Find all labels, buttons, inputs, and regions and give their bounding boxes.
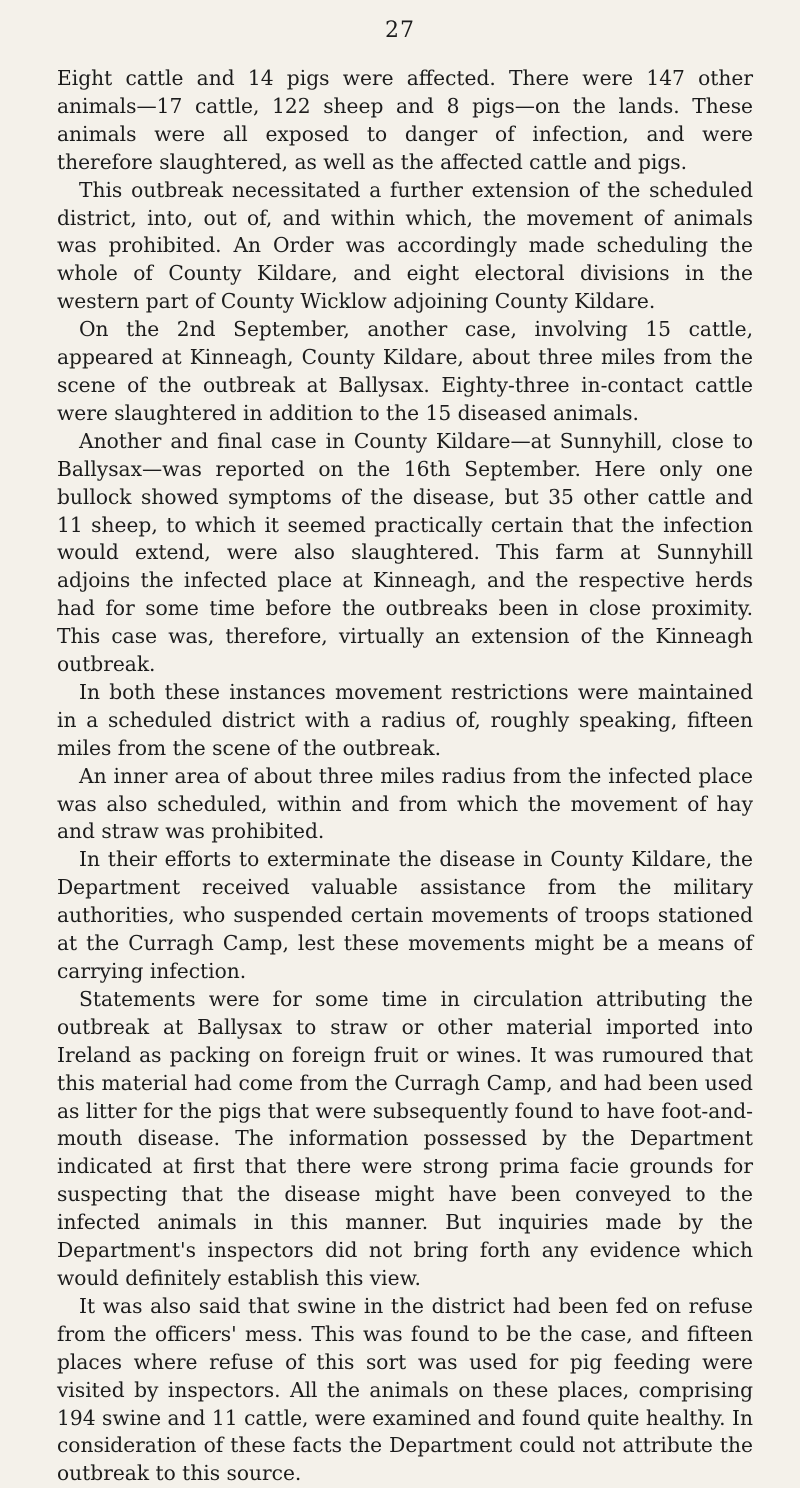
paragraph-3: On the 2nd September, another case, involving 15 cattle, appeared at Kinneagh, County Kildare, about three miles from the scene of the outbreak at Ballysax. Eighty-three in-contact cattle were slaughtered in addition to the 15 diseased animals. bbox=[57, 317, 753, 425]
paragraph-2: This outbreak necessitated a further extension of the scheduled district, into, out of, and within which, the movement of animals was prohibited. An Order was accordingly made scheduling the whole of County Kildare, and eight electoral divisions in the western part of County Wicklow adjoining County Kildare. bbox=[57, 177, 753, 314]
paragraph-5: In both these instances movement restrictions were maintained in a scheduled district with a radius of, roughly speaking, fifteen miles from the scene of the outbreak. bbox=[57, 679, 753, 760]
page-number: 27 bbox=[385, 18, 415, 43]
body-text bbox=[57, 65, 753, 1488]
paragraph-7: In their efforts to exterminate the disease in County Kildare, the Department received valuable assistance from the military authorities, who suspended certain movements of troops stationed at the Curragh Camp, lest these movements might be a means of carrying infection. bbox=[57, 847, 753, 983]
paragraph-8: Statements were for some time in circulation attributing the outbreak at Ballysax to straw or other material imported into Ireland as packing on foreign fruit or wines. It was rumoured that this material had come from the Curragh Camp, and had been used as litter for the pigs that were subsequently found to have foot-and-mouth disease. The information possessed by the Department indicated at first that there were strong prima facie grounds for suspecting that the disease might have been conveyed to the infected animals in this manner. But inquiries made by the Department's inspectors did not bring forth any evidence which would definitely establish this view. bbox=[57, 986, 753, 1290]
paragraph-4: Another and final case in County Kildare—at Sunnyhill, close to Ballysax—was reported on the 16th September. Here only one bullock showed symptoms of the disease, but 35 other cattle and 11 sheep, to which it seemed practically certain that the infection would extend, were also slaughtered. This farm at Sunnyhill adjoins the infected place at Kinneagh, and the respective herds had for some time before the outbreaks been in close proximity. This case was, therefore, virtually an extension of the Kinneagh outbreak. bbox=[57, 428, 753, 677]
paragraph-6: An inner area of about three miles radius from the infected place was also scheduled, within and from which the movement of hay and straw was prohibited. bbox=[57, 763, 753, 844]
paragraph-9: It was also said that swine in the district had been fed on refuse from the officers' mess. This was found to be the case, and fifteen places where refuse of this sort was used for pig feeding were visited by inspectors. All the animals on these places, comprising 194 swine and 11 cattle, were examined and found quite healthy. In consideration of these facts the Department could not attribute the outbreak to this source. bbox=[57, 1293, 753, 1486]
paragraph-1: Eight cattle and 14 pigs were affected. There were 147 other animals—17 cattle, 122 sheep and 8 pigs—on the lands. These animals were all exposed to danger of infection, and were therefore slaughtered, as well as the affected cattle and pigs. bbox=[57, 66, 753, 174]
